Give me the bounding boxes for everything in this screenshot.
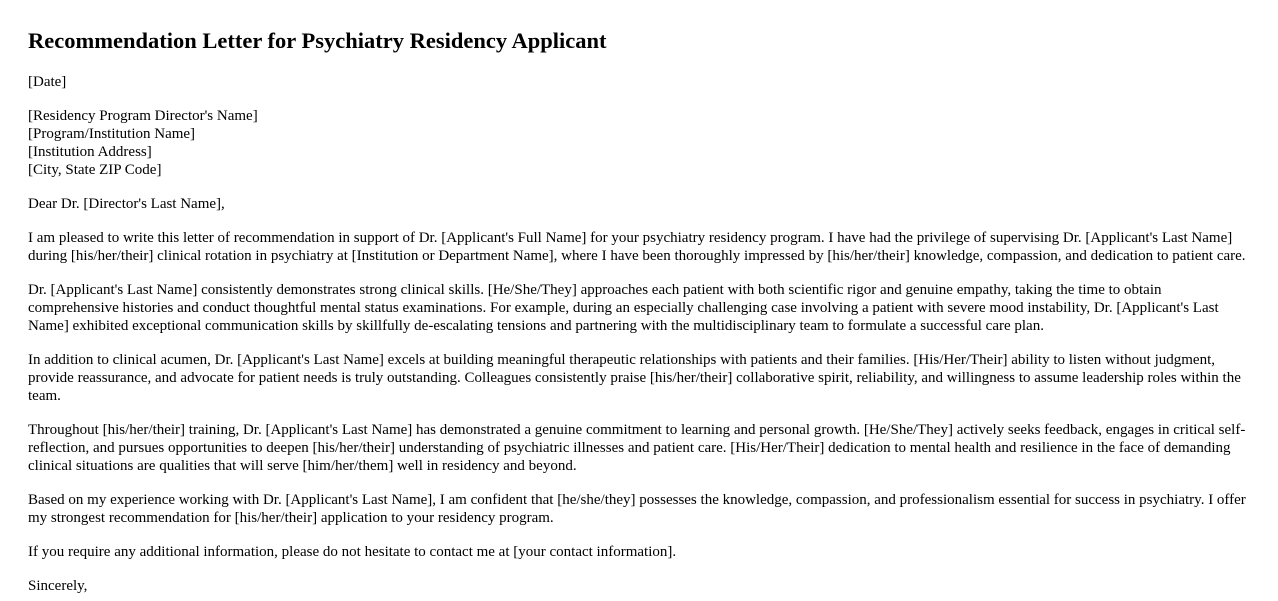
body-paragraph-growth: Throughout [his/her/their] training, Dr. [Applicant's Last Name] has demonstrated a genuine commitment to learning and personal growth. [He/She/They] actively seeks feedback, engages in critical self-reflection, and pursues opportunities to deepen [his/her/their] understanding of psychiatric illnesses and patient care. [His/Her/Their] dedication to mental health and resilience in the face of demanding clinical situations are qualities that will serve [him/her/them] well in residency and beyond. bbox=[28, 422, 1246, 474]
closing: Sincerely, bbox=[28, 578, 88, 594]
recipient-institution-address: [Institution Address] bbox=[28, 144, 152, 160]
letter-date: [Date] bbox=[28, 74, 67, 90]
recipient-program-name: [Program/Institution Name] bbox=[28, 126, 196, 142]
body-paragraph-contact: If you require any additional information, please do not hesitate to contact me at [your contact information]. bbox=[28, 544, 677, 560]
body-paragraph-relationships: In addition to clinical acumen, Dr. [Applicant's Last Name] excels at building meaningful therapeutic relationships with patients and their families. [His/Her/Their] ability to listen without judgment, provide reassurance, and advocate for patient needs is truly outstanding. Colleagues consistently praise [his/her/their] collaborative spirit, reliability, and willingness to assume leadership roles within the team. bbox=[28, 352, 1241, 404]
recipient-city-state-zip: [City, State ZIP Code] bbox=[28, 162, 162, 178]
recipient-address-block bbox=[28, 107, 1248, 179]
body-paragraph-recommendation: Based on my experience working with Dr. [Applicant's Last Name], I am confident that [he/she/they] possesses the knowledge, compassion, and professionalism essential for success in psychiatry. I offer my strongest recommendation for [his/her/their] application to your residency program. bbox=[28, 492, 1246, 526]
salutation: Dear Dr. [Director's Last Name], bbox=[28, 196, 225, 212]
letter-title: Recommendation Letter for Psychiatry Residency Applicant bbox=[28, 28, 607, 53]
body-paragraph-clinical-skills: Dr. [Applicant's Last Name] consistently demonstrates strong clinical skills. [He/She/They] approaches each patient with both scientific rigor and genuine empathy, taking the time to obtain comprehensive histories and conduct thoughtful mental status examinations. For example, during an especially challenging case involving a patient with severe mood instability, Dr. [Applicant's Last Name] exhibited exceptional communication skills by skillfully de-escalating tensions and partnering with the multidisciplinary team to formulate a successful care plan. bbox=[28, 282, 1219, 334]
body-paragraph-intro: I am pleased to write this letter of recommendation in support of Dr. [Applicant's Full Name] for your psychiatry residency program. I have had the privilege of supervising Dr. [Applicant's Last Name] during [his/her/their] clinical rotation in psychiatry at [Institution or Department Name], where I have been thoroughly impressed by [his/her/their] knowledge, compassion, and dedication to patient care. bbox=[28, 230, 1246, 264]
recipient-director-name: [Residency Program Director's Name] bbox=[28, 108, 258, 124]
